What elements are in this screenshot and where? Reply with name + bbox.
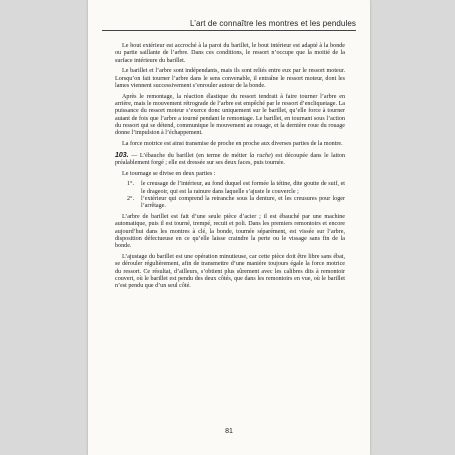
paragraph: L’arbre de barillet est fait d’une seule pièce d’acier ; il est ébauché par une machine automatique, puis il est tourné, trempé, recuit et poli. Dans les premiers remontoirs et encore aujourd’hui dans les montres à clé, la bonde, tournée séparément, est vissée sur l’arbre, disposition défectueuse en ce qu’elle laisse craindre la perte ou le vissage sans fin de la bonde. xyxy=(115,213,345,250)
list-marker: 1°. xyxy=(127,181,135,188)
list-item xyxy=(115,196,345,211)
page-body xyxy=(115,43,345,294)
list-item xyxy=(115,181,345,196)
paragraph-number: 103. xyxy=(115,151,129,159)
numbered-list xyxy=(115,181,345,210)
paragraph: Le bout extérieur est accroché à la paroi du barillet, le bout intérieur est adapté à la bonde ou partie saillante de l’arbre. Dans ces conditions, le ressort n’occupe que la moitié de la surface intérieure du barillet. xyxy=(115,43,345,64)
list-item-text: le creusage de l’intérieur, au fond duquel est formée la tétine, dite goutte de suif, et le drageoir, qui est la rainure dans laquelle s’ajuste le couvercle ; xyxy=(141,181,345,195)
paragraph: Le tournage se divise en deux parties : xyxy=(122,170,216,177)
paragraph: La force motrice est ainsi transmise de proche en proche aux diverses parties de la montre. xyxy=(122,141,343,148)
text-run: — L’ébauche du barillet (en terme de métier xyxy=(128,152,250,159)
italic-term: la ruche xyxy=(249,152,271,159)
paragraph-103 xyxy=(115,152,345,168)
book-page xyxy=(88,0,370,455)
list-marker: 2°. xyxy=(127,195,135,202)
paragraph: Le barillet et l’arbre sont indépendants, mais ils sont reliés entre eux par le ressort moteur. Lorsqu’on fait tourner l’arbre dans le sens convenable, il entraîne le ressort moteur, dont les lames viennent successivement s’enrouler autour de la bonde. xyxy=(115,68,345,90)
list-item-text: l’extérieur qui comprend la retranche sous la denture, et les creusures pour loger l’arrêtage. xyxy=(141,195,345,210)
running-title: L’art de connaître les montres et les pendules xyxy=(189,19,356,28)
page-number: 81 xyxy=(225,428,233,435)
paragraph: Après le remontage, la réaction élastique du ressort tendrait à faire tourner l’arbre en arrière, mais le mouvement rétrograde de l’arbre est empêché par le ressort d’encliquetage. La puissance du ressort moteur s’exerce donc uniquement sur le barillet, qu’elle force à tourner autant de fois que l’arbre a tourné pendant le remontage. Le barillet, en tournant sous l’action du ressort qui se détend, communique le mouvement au rouage, et la dernière roue du rouage donne l’impulsion à l’échappement. xyxy=(115,93,345,137)
paragraph: L’ajustage du barillet est une opération minutieuse, car cette pièce doit être libre sans ébat, se dérouler régulièrement, afin de transmettre d’une manière toujours égale la force motrice du ressort. Ce résultat, d’ailleurs, s’obtient plus sûrement avec les calibres dits à remontoir couvert, où le barillet est pendu des deux côtés, que dans les remontoirs en vue, où le barillet n’est pendu que d’un seul côté. xyxy=(115,253,345,290)
header-rule xyxy=(102,30,356,31)
text-run: ) est découpée dans le laiton préalablement forgé ; elle est dressée sur ses deux faces, puis tournée. xyxy=(115,152,346,166)
